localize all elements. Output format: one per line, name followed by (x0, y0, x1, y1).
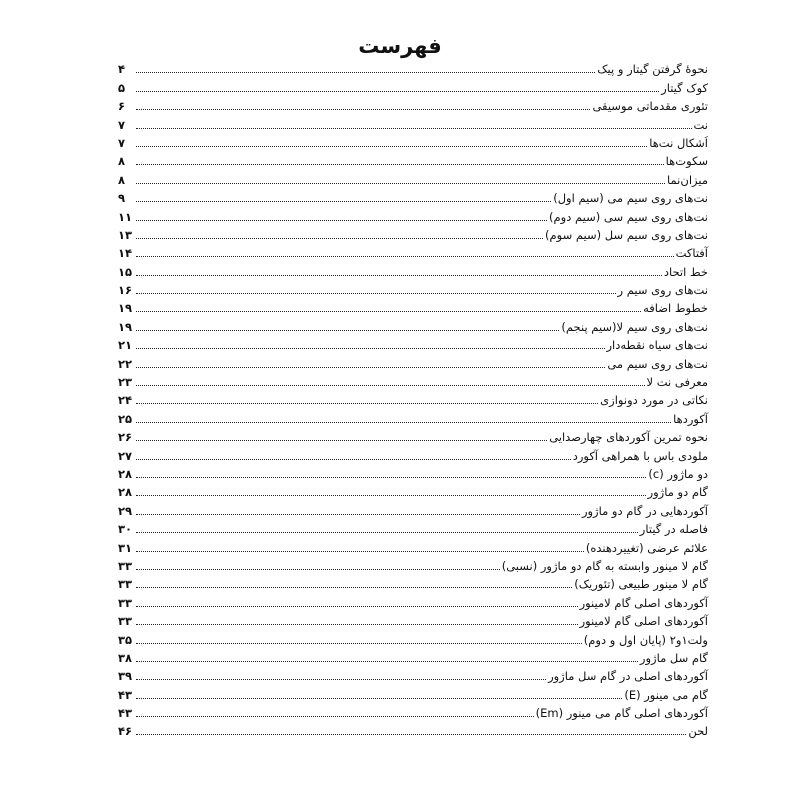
toc-entry (118, 58, 708, 76)
toc-entry-page-number: ۳۸ (118, 650, 133, 665)
toc-entry (118, 463, 708, 481)
toc-entry-label: نت‌های روی سیم می (607, 356, 708, 371)
toc-entry-label: آکوردهایی در گام دو ماژور (581, 503, 708, 518)
dot-leader (136, 458, 571, 460)
dot-leader (136, 274, 662, 276)
toc-entry-label: آفتاکت (675, 246, 708, 261)
toc-entry (118, 95, 708, 113)
toc-entry-label: دو ماژور (c) (648, 466, 708, 481)
dot-leader (136, 237, 543, 239)
toc-entry (118, 168, 708, 186)
toc-entry-page-number: ۳۱ (118, 540, 133, 555)
toc-entry-page-number: ۲۳ (118, 375, 133, 390)
toc-entry-page-number: ۴ (118, 62, 126, 77)
toc-entry-page-number: ۱۳ (118, 227, 133, 242)
dot-leader (136, 550, 584, 552)
toc-entry-label: نت‌های روی سیم می (سیم اول) (553, 191, 708, 206)
toc-entry (118, 573, 708, 591)
toc-entry-label: آکوردهای اصلی گام می مینور (Em) (535, 706, 708, 721)
toc-entry (118, 260, 708, 278)
table-of-contents (118, 58, 708, 738)
dot-leader (136, 623, 578, 625)
toc-entry-label: ملودی باس با همراهی آکورد (572, 448, 708, 463)
toc-entry-page-number: ۱۵ (118, 264, 133, 279)
dot-leader (136, 219, 547, 221)
dot-leader (136, 90, 659, 92)
toc-entry (118, 702, 708, 720)
toc-entry (118, 407, 708, 425)
dot-leader (136, 366, 605, 368)
toc-entry-page-number: ۲۷ (118, 448, 133, 463)
toc-entry-label: آکوردهای اصلی در گام سل ماژور (548, 669, 708, 684)
toc-entry (118, 389, 708, 407)
toc-entry (118, 187, 708, 205)
dot-leader (136, 163, 664, 165)
toc-entry-label: نت‌های روی سیم سل (سیم سوم) (545, 227, 708, 242)
toc-entry (118, 297, 708, 315)
toc-entry (118, 132, 708, 150)
dot-leader (136, 476, 646, 478)
toc-entry-page-number: ۷ (118, 117, 126, 132)
toc-entry (118, 628, 708, 646)
toc-entry-label: نت‌های روی سیم لا(سیم پنجم) (561, 319, 708, 334)
toc-entry-page-number: ۲۶ (118, 430, 133, 445)
toc-entry-label: نت (693, 117, 708, 132)
toc-entry (118, 315, 708, 333)
toc-entry-page-number: ۴۳ (118, 706, 133, 721)
toc-entry (118, 150, 708, 168)
toc-entry (118, 205, 708, 223)
toc-entry-label: گام می مینور (E) (624, 687, 708, 702)
toc-entry-label: آکوردهای اصلی گام لامینور (579, 614, 708, 629)
toc-entry (118, 647, 708, 665)
toc-entry-page-number: ۴۶ (118, 724, 133, 739)
dot-leader (136, 421, 671, 423)
toc-entry (118, 555, 708, 573)
dot-leader (136, 255, 674, 257)
toc-entry (118, 224, 708, 242)
toc-entry-label: اَشکال نت‌ها (649, 135, 708, 150)
toc-entry-page-number: ۱۱ (118, 209, 133, 224)
toc-entry-label: لحن (688, 724, 708, 739)
toc-entry-page-number: ۲۸ (118, 485, 133, 500)
toc-entry-label: معرفی نت لا (646, 375, 708, 390)
toc-entry-page-number: ۲۴ (118, 393, 133, 408)
toc-entry-page-number: ۳۵ (118, 632, 133, 647)
toc-entry-page-number: ۱۹ (118, 301, 133, 316)
toc-entry-page-number: ۸ (118, 154, 126, 169)
dot-leader (136, 513, 580, 515)
toc-entry (118, 610, 708, 628)
toc-entry-page-number: ۳۳ (118, 614, 133, 629)
dot-leader (136, 733, 686, 735)
toc-entry (118, 591, 708, 609)
toc-entry (118, 242, 708, 260)
dot-leader (136, 182, 665, 184)
toc-entry-label: گام لا مینور طبیعی (تئوریک) (574, 577, 708, 592)
toc-entry-page-number: ۳۳ (118, 558, 133, 573)
toc-entry (118, 334, 708, 352)
toc-entry-label: تئوری مقدماتی موسیقی (592, 99, 708, 114)
toc-entry (118, 76, 708, 94)
toc-entry-page-number: ۳۳ (118, 577, 133, 592)
dot-leader (136, 494, 646, 496)
toc-entry-label: آکوردها (673, 411, 708, 426)
toc-entry-label: آکوردهای اصلی گام لامینور (579, 595, 708, 610)
toc-entry-page-number: ۴۳ (118, 687, 133, 702)
toc-entry-page-number: ۸ (118, 172, 126, 187)
toc-entry (118, 113, 708, 131)
toc-entry-label: نکاتی در مورد دونوازی (600, 393, 708, 408)
dot-leader (136, 660, 638, 662)
toc-entry-page-number: ۲۹ (118, 503, 133, 518)
toc-entry-page-number: ۹ (118, 191, 126, 206)
toc-entry-label: سکوت‌ها (665, 154, 708, 169)
page-title: فهرست (358, 34, 442, 58)
toc-entry-label: نحوه تمرین آکوردهای چهارصدایی (549, 430, 708, 445)
toc-entry (118, 481, 708, 499)
dot-leader (136, 697, 622, 699)
dot-leader (136, 586, 572, 588)
toc-entry-label: نحوۀ گرفتن گیتار و پیک (597, 62, 708, 77)
dot-leader (136, 71, 595, 73)
toc-entry (118, 371, 708, 389)
toc-entry-label: گام دو ماژور (647, 485, 708, 500)
toc-entry-page-number: ۲۵ (118, 411, 133, 426)
dot-leader (136, 384, 645, 386)
toc-entry-page-number: ۳۰ (118, 522, 133, 537)
toc-entry-page-number: ۲۲ (118, 356, 133, 371)
dot-leader (136, 292, 616, 294)
toc-entry-label: گام لا مینور وابسته به گام دو ماژور (نسبی) (501, 558, 708, 573)
toc-entry (118, 279, 708, 297)
dot-leader (136, 715, 534, 717)
toc-entry-page-number: ۱۶ (118, 283, 133, 298)
toc-entry-label: نت‌های سیاه نقطه‌دار (606, 338, 708, 353)
dot-leader (136, 329, 559, 331)
toc-entry-label: علائم عرضی (تغییردهنده) (585, 540, 708, 555)
toc-entry-page-number: ۱۹ (118, 319, 133, 334)
dot-leader (136, 145, 647, 147)
toc-entry (118, 352, 708, 370)
dot-leader (136, 200, 551, 202)
dot-leader (136, 310, 641, 312)
toc-entry (118, 444, 708, 462)
toc-entry (118, 518, 708, 536)
toc-entry-label: گام سل ماژور (639, 650, 708, 665)
dot-leader (136, 439, 547, 441)
toc-entry-page-number: ۶ (118, 99, 126, 114)
dot-leader (136, 642, 582, 644)
dot-leader (136, 402, 598, 404)
dot-leader (136, 531, 638, 533)
toc-entry-label: میزان‌نما (667, 172, 708, 187)
toc-entry-label: خط اتحاد (663, 264, 708, 279)
toc-entry (118, 499, 708, 517)
toc-entry-label: خطوط اضافه (643, 301, 708, 316)
dot-leader (136, 127, 692, 129)
toc-entry (118, 536, 708, 554)
toc-entry (118, 720, 708, 738)
toc-entry-label: کوک گیتار (661, 80, 708, 95)
toc-entry-page-number: ۲۸ (118, 466, 133, 481)
toc-entry-page-number: ۷ (118, 135, 126, 150)
toc-entry (118, 426, 708, 444)
toc-entry-page-number: ۳۹ (118, 669, 133, 684)
toc-entry-label: فاصله در گیتار (639, 522, 708, 537)
dot-leader (136, 347, 605, 349)
toc-entry-page-number: ۳۳ (118, 595, 133, 610)
toc-entry-label: ولت۱و۲ (پایان اول و دوم) (583, 632, 708, 647)
toc-entry (118, 683, 708, 701)
toc-entry-page-number: ۵ (118, 80, 126, 95)
dot-leader (136, 108, 590, 110)
dot-leader (136, 605, 578, 607)
toc-entry-page-number: ۱۴ (118, 246, 133, 261)
dot-leader (136, 568, 500, 570)
dot-leader (136, 678, 546, 680)
toc-entry-page-number: ۲۱ (118, 338, 133, 353)
toc-entry-label: نت‌های روی سیم ر (617, 283, 708, 298)
toc-entry (118, 665, 708, 683)
toc-entry-label: نت‌های روی سیم سی (سیم دوم) (549, 209, 708, 224)
